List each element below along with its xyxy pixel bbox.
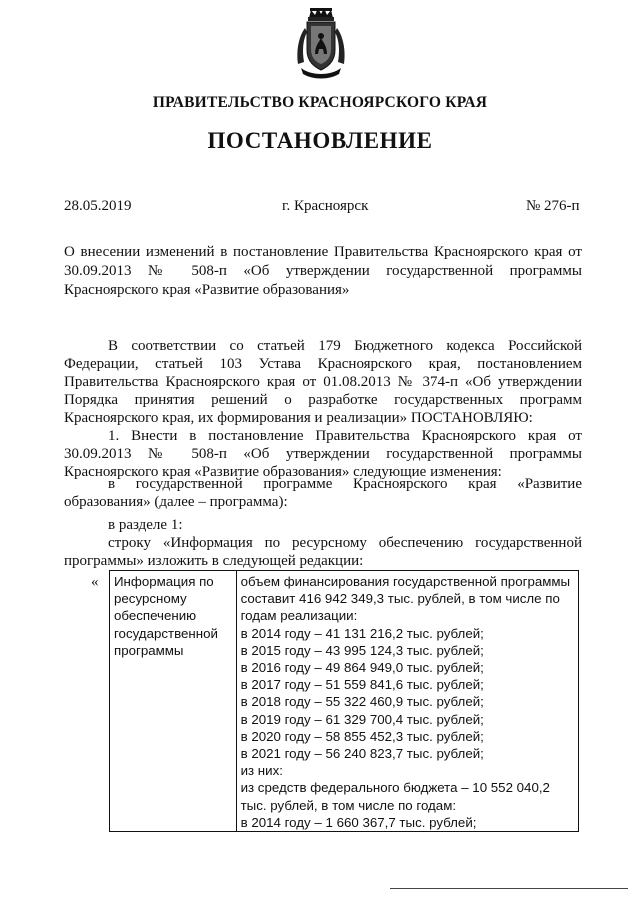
table-line: в 2014 году – 41 131 216,2 тыс. рублей; xyxy=(240,625,484,641)
document-subject: О внесении изменений в постановление Правительства Красноярского края от 30.09.2013 № 508-п «Об утверждении государственной программы Красноярского края «Развитие образования» xyxy=(64,244,582,298)
resource-table xyxy=(109,570,579,832)
clause-1-paragraph: 1. Внести в постановление Правительства Красноярского края от 30.09.2013 № 508-п «Об утверждении государственной программы Красноярского края «Развитие образования» следующие изменения: xyxy=(64,428,582,480)
document-number: № 276-п xyxy=(526,198,580,214)
table-value-cell xyxy=(236,571,578,832)
table-line: в 2015 году – 43 995 124,3 тыс. рублей; xyxy=(240,642,484,658)
table-label-cell: Информация по ресурсному обеспечению государственной программы xyxy=(110,571,237,832)
amendment-paragraph: строку «Информация по ресурсному обеспечению государственной программы» изложить в следующей редакции: xyxy=(64,535,582,569)
table-line: в 2017 году – 51 559 841,6 тыс. рублей; xyxy=(240,677,484,693)
program-paragraph: в государственной программе Красноярского края «Развитие образования» (далее – программа): xyxy=(64,476,582,510)
table-line: из средств федерального бюджета – 10 552 040,2 тыс. рублей, в том числе по годам: xyxy=(240,780,550,813)
table-line: из них: xyxy=(240,763,283,779)
coat-of-arms-icon xyxy=(293,6,349,80)
document-date: 28.05.2019 xyxy=(64,198,132,214)
table-line: в 2021 году – 56 240 823,7 тыс. рублей; xyxy=(240,746,484,762)
opening-quote: « xyxy=(91,574,99,590)
table-line: объем финансирования государственной программы составит 416 942 349,3 тыс. рублей, в том числе по годам реализации: xyxy=(240,574,571,624)
scan-artifact-line xyxy=(390,888,628,889)
table-row xyxy=(110,571,579,832)
table-line: в 2014 году – 1 660 367,7 тыс. рублей; xyxy=(240,814,477,830)
government-title: ПРАВИТЕЛЬСТВО КРАСНОЯРСКОГО КРАЯ xyxy=(152,94,488,111)
table-line: в 2018 году – 55 322 460,9 тыс. рублей; xyxy=(240,694,484,710)
section-paragraph: в разделе 1: xyxy=(108,517,183,533)
document-type-title: ПОСТАНОВЛЕНИЕ xyxy=(207,128,433,153)
table-line: в 2019 году – 61 329 700,4 тыс. рублей; xyxy=(240,711,484,727)
document-city: г. Красноярск xyxy=(282,198,369,214)
table-line: в 2020 году – 58 855 452,3 тыс. рублей; xyxy=(240,728,484,744)
table-line: в 2016 году – 49 864 949,0 тыс. рублей; xyxy=(240,660,484,676)
preamble-paragraph: В соответствии со статьей 179 Бюджетного кодекса Российской Федерации, статьей 103 Устава Красноярского края, постановлением Правительства Красноярского края от 01.08.2013 № 374-п «Об утверждении Порядка принятия решений о разработке государственных программ Красноярского края, их формирования и реализации» ПОСТАНОВЛЯЮ: xyxy=(64,338,582,426)
